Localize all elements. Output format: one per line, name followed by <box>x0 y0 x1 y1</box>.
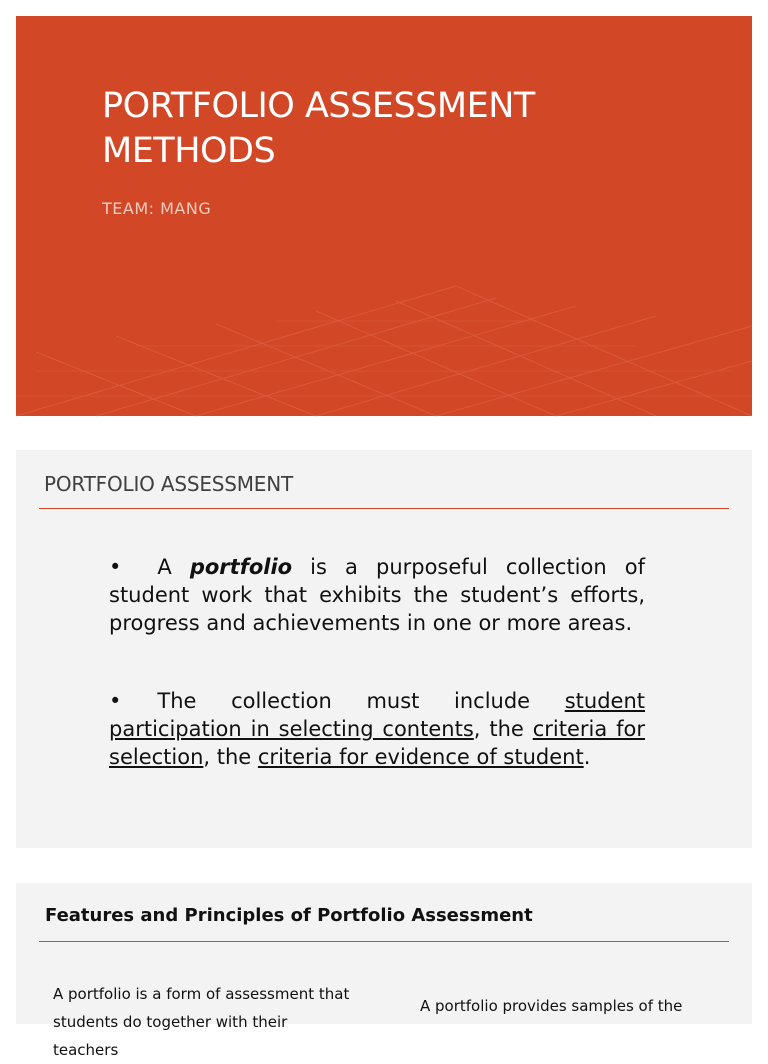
bullet-item-collection <box>109 687 645 771</box>
bullet-text: , the <box>473 717 533 741</box>
heading-divider <box>39 508 729 509</box>
underlined-phrase: criteria for selection <box>109 717 645 769</box>
title-slide <box>16 16 752 416</box>
bullet-text: The collection must include <box>157 689 565 713</box>
bullet-icon: • <box>109 689 122 713</box>
right-column-text: A portfolio provides samples of the <box>420 997 683 1015</box>
bullet-text: A <box>157 555 190 579</box>
left-column-text: A portfolio is a form of assessment that students do together with their teachers <box>53 985 350 1059</box>
presentation-subtitle: TEAM: MANG <box>102 199 212 218</box>
underlined-phrase: criteria for evidence of student <box>257 745 584 769</box>
definition-slide <box>16 450 752 848</box>
bullet-text: is a purposeful collection of student work that exhibits the student’s efforts, progress and achievements in one or more areas. <box>109 555 645 635</box>
bullet-icon: • <box>109 555 122 579</box>
presentation-title: PORTFOLIO ASSESSMENT METHODS <box>102 86 535 171</box>
heading-divider <box>39 941 729 942</box>
bullet-item-definition <box>109 553 645 637</box>
bullet-text: . <box>583 745 591 769</box>
slide-heading: PORTFOLIO ASSESSMENT <box>44 472 294 496</box>
slide-heading: Features and Principles of Portfolio Assessment <box>45 905 533 926</box>
emphasized-term: portfolio <box>189 555 293 579</box>
underlined-phrase: student participation in selecting contents <box>109 689 645 741</box>
bullet-text: , the <box>203 745 258 769</box>
features-slide <box>16 883 752 1059</box>
